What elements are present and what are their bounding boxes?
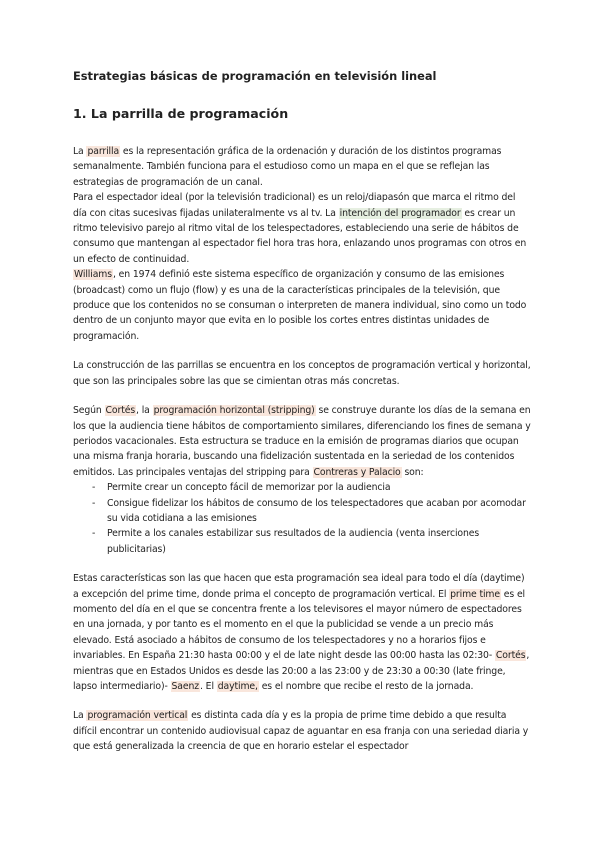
highlight-intencion-programador: intención del programador	[339, 207, 461, 219]
section-title: 1. La parrilla de programación	[73, 106, 289, 121]
document-content	[73, 68, 531, 755]
text-span: Estas características son las que hacen que esta programación sea ideal para todo el día (daytime) a excepción del prime time, donde prima el concepto de programación vertical. El	[73, 573, 525, 600]
text-span: es crear un ritmo televisivo parejo al ritmo vital de los telespectadores, estableciendo una serie de hábitos de consumo que mantengan al espectador fiel hora tras hora, enlazando unos programas con otros en un efecto de continuidad.	[73, 207, 527, 265]
text-span: es la representación gráfica de la ordenación y duración de los distintos programas semanalmente. También funciona para el estudioso como un mapa en el que se reflejan las estrategias de programación de un canal.	[73, 146, 502, 188]
list-item: - Permite a los canales estabilizar sus resultados de la audiencia (venta inserciones publicitarias)	[92, 526, 531, 557]
text-span: es el nombre que recibe el resto de la jornada.	[258, 681, 474, 692]
text-span: es el momento del día en el que se concentra frente a los televisores el mayor número de espectadores en una jornada, y por tanto es el momento en el que la publicidad se vende a un precio más elevado. Está asociado a hábitos de consumo de los telespectadores y no a horarios fijos e invariables. En España 21:30 hasta 00:00 y el de late night desde las 00:00 hasta las 02:30-	[73, 588, 526, 662]
text-span: Según	[73, 405, 105, 417]
highlight-daytime: daytime,	[217, 681, 258, 692]
text-span: es distinta cada día y es la propia de prime time debido a que resulta difícil encontrar un contenido audiovisual capaz de aguantar en esa franja con una seriedad diaria y que está generalizada la creencia de que en horario estelar el espectador	[73, 710, 529, 753]
text-span: , mientras que en Estados Unidos es desde las 20:00 a las 23:00 y de 23:30 a 00:30 (late fringe, lapso intermediario)-	[73, 650, 530, 692]
list-item: - Permite crear un concepto fácil de memorizar por la audiencia	[92, 480, 531, 495]
highlight-cortes: Cortés	[105, 405, 136, 417]
paragraph-programacion-horizontal	[73, 403, 531, 480]
text-span: se construye durante los días de la semana en los que la audiencia tiene hábitos de comportamiento similares, diferenciando los fines de semana y periodos vacacionales. Esta estructura se traduce en la emisión de programas diarios que ocupan una misma franja horaria, buscando una fidelización sustentada en la seriedad de los contenidos emitidos. Las principales ventajas del stripping para	[73, 405, 531, 478]
highlight-programacion-horizontal: programación horizontal (stripping)	[153, 405, 315, 417]
highlight-williams: Williams	[74, 269, 112, 281]
list-item: - Consigue fidelizar los hábitos de consumo de los telespectadores que acaban por acomodar su vida cotidiana a las emisiones	[92, 496, 531, 527]
text-span: son:	[401, 466, 424, 478]
text-span: . El	[200, 681, 217, 692]
text-span: , en 1974 definió este sistema específico de organización y consumo de las emisiones (broadcast) como un flujo (flow) y es una de la características principales de la televisión, que produce que los contenidos no se consuman o interpreten de manera individual, sino como un todo dentro de un conjunto mayor que evita en lo posible los cortes entres distintas unidades de programación.	[73, 269, 527, 342]
stripping-advantages-list	[73, 480, 531, 557]
text-span: Para el espectador ideal (por la televisión tradicional) es un reloj/diapasón que marca el ritmo del día con citas sucesivas fijadas unilateralmente vs al tv. La	[73, 192, 516, 219]
highlight-prime-time: prime time	[450, 588, 500, 600]
highlight-saenz: Saenz	[171, 681, 200, 692]
paragraph-prime-time	[73, 571, 531, 694]
paragraph-parrilla-definition: La parrilla es la representación gráfica de la ordenación y duración de los distintos programas semanalmente. También funciona para el estudioso como un mapa en el que se reflejan las estrategias de programación de un canal. Para el espectador ideal (por la televisión tradicional) es un reloj/diapasón que marca el ritmo del día con citas sucesivas fijadas unilateralmente vs al tv. La intención del programador es crear un ritmo televisivo parejo al ritmo vital de los telespectadores, estableciendo una serie de hábitos de consumo que mantengan al espectador fiel hora tras hora, enlazando unos programas con otros en un efecto de continuidad. Williams, en 1974 definió este sistema específico de organización y consumo de las emisiones (broadcast) como un flujo (flow) y es una de la características principales de la televisión, que produce que los contenidos no se consuman o interpreten de manera individual, sino como un todo dentro de un conjunto mayor que evita en lo posible los cortes entres distintas unidades de programación.	[73, 146, 527, 342]
text-span: , la	[136, 405, 153, 417]
paragraph-programacion-vertical	[73, 708, 531, 754]
highlight-parrilla: parrilla	[87, 146, 120, 157]
paragraph-construccion: La construcción de las parrillas se encuentra en los conceptos de programación vertical y horizontal, que son las principales sobre las que se cimientan otras más concretas.	[73, 360, 531, 387]
highlight-programacion-vertical: programación vertical	[87, 710, 188, 722]
document-title: Estrategias básicas de programación en televisión lineal	[73, 69, 437, 83]
highlight-cortes: Cortés	[495, 650, 526, 662]
highlight-contreras-palacio: Contreras y Palacio	[313, 466, 401, 478]
text-span: La	[73, 710, 87, 722]
